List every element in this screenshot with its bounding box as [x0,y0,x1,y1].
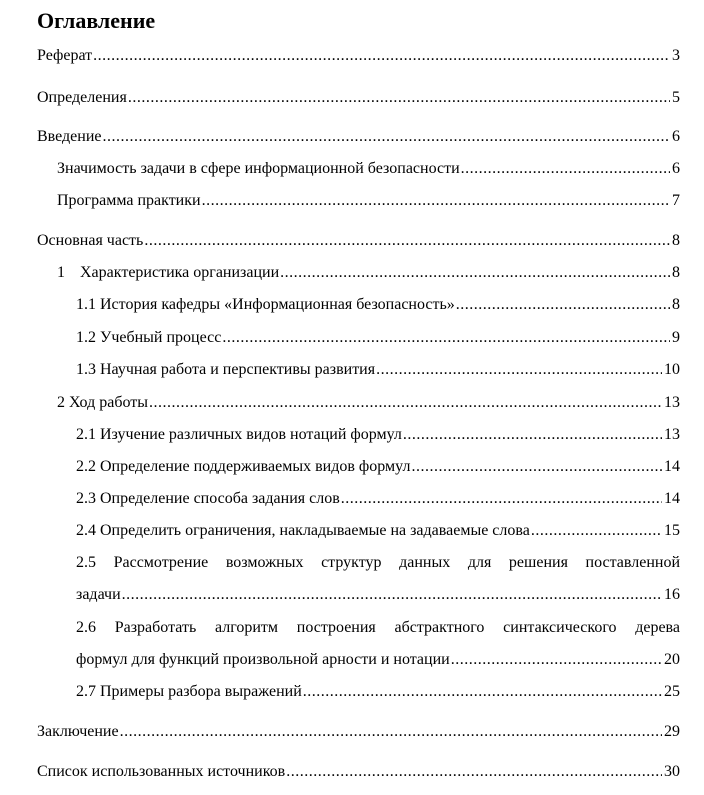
toc-entry-label-line2: задачи [76,586,121,603]
toc-entry[interactable] [37,46,680,66]
toc-entry[interactable] [76,328,680,348]
toc-entry-label-line2: формул для функций произвольной арности и нотации [76,651,450,668]
toc-entry-page: 8 [672,296,680,313]
toc-entry-page: 5 [672,89,680,106]
toc-entry-number: 1 [57,264,65,281]
dot-leader [451,650,662,670]
toc-entry[interactable] [76,521,680,541]
dot-leader [149,393,662,413]
toc-entry-page: 3 [672,47,680,64]
toc-entry-label: 2 Ход работы [57,394,148,411]
dot-leader [122,585,662,605]
toc-entry-label: Программа практики [57,192,201,209]
toc-entry[interactable] [37,762,680,782]
toc-entry-label: 2.4 Определить ограничения, накладываемые на задаваемые слова [76,522,530,539]
toc-entry[interactable] [76,425,680,445]
toc-entry-label: Основная часть [37,232,144,249]
toc-entry-label: 2.2 Определение поддерживаемых видов формул [76,458,411,475]
toc-entry-page: 15 [664,522,680,539]
dot-leader [103,127,671,147]
toc-title: Оглавление [37,8,156,33]
dot-leader [456,295,670,315]
dot-leader [144,231,670,251]
toc-entry[interactable] [76,457,680,477]
dot-leader [128,88,670,108]
dot-leader [93,46,670,66]
toc-entry-label: Значимость задачи в сфере информационной безопасности [57,160,460,177]
dot-leader [280,263,670,283]
toc-entry[interactable] [76,682,680,702]
toc-entry-label: Заключение [37,723,119,740]
dot-leader [461,159,670,179]
toc-entry[interactable] [76,295,680,315]
toc-entry-page: 9 [672,329,680,346]
toc-entry[interactable] [76,360,680,380]
dot-leader [202,191,670,211]
toc-entry-label-line1[interactable]: 2.5 Рассмотрение возможных структур данных для решения поставленной [76,554,680,571]
toc-entry[interactable] [57,263,680,283]
toc-entry[interactable] [57,393,680,413]
toc-entry[interactable] [37,127,680,147]
toc-entry-label: Список использованных источников [37,763,286,780]
toc-entry-label: 1.3 Научная работа и перспективы развития [76,361,376,378]
toc-entry[interactable] [76,489,680,509]
dot-leader [120,722,662,742]
dot-leader [531,521,662,541]
toc-entry-label: 2.7 Примеры разбора выражений [76,683,302,700]
toc-entry-page: 25 [664,683,680,700]
toc-entry[interactable] [76,650,680,670]
dot-leader [403,425,662,445]
toc-entry[interactable] [57,159,680,179]
toc-entry-text: Характеристика организации [80,264,280,281]
toc-entry-page: 14 [664,490,680,507]
toc-entry-label [57,263,279,283]
dot-leader [222,328,670,348]
toc-entry-label: Введение [37,128,102,145]
toc-entry-page: 8 [672,264,680,281]
toc-entry-page: 30 [664,763,680,780]
toc-entry-label: 1.2 Учебный процесс [76,329,222,346]
toc-entry[interactable] [37,722,680,742]
toc-entry-page: 10 [664,361,680,378]
toc-entry-label-line1[interactable]: 2.6 Разработать алгоритм построения абстрактного синтаксического дерева [76,619,680,636]
toc-entry[interactable] [57,191,680,211]
toc-entry-page: 29 [664,723,680,740]
dot-leader [286,762,662,782]
toc-entry-label: 2.1 Изучение различных видов нотаций формул [76,426,402,443]
dot-leader [303,682,662,702]
toc-entry-page: 16 [664,586,680,603]
toc-entry[interactable] [37,231,680,251]
toc-entry-page: 20 [664,651,680,668]
toc-entry-page: 6 [672,128,680,145]
toc-entry[interactable] [37,88,680,108]
toc-entry-label: 1.1 История кафедры «Информационная безопасность» [76,296,455,313]
toc-entry-page: 13 [664,426,680,443]
dot-leader [376,360,662,380]
toc-entry-label: Реферат [37,47,93,64]
toc-entry-label: 2.3 Определение способа задания слов [76,490,340,507]
dot-leader [341,489,662,509]
toc-entry-label: Определения [37,89,127,106]
toc-entry-page: 7 [672,192,680,209]
toc-entry-page: 14 [664,458,680,475]
toc-entry-page: 6 [672,160,680,177]
dot-leader [411,457,662,477]
toc-entry-page: 8 [672,232,680,249]
toc-entry-page: 13 [664,394,680,411]
toc-entry[interactable] [76,585,680,605]
